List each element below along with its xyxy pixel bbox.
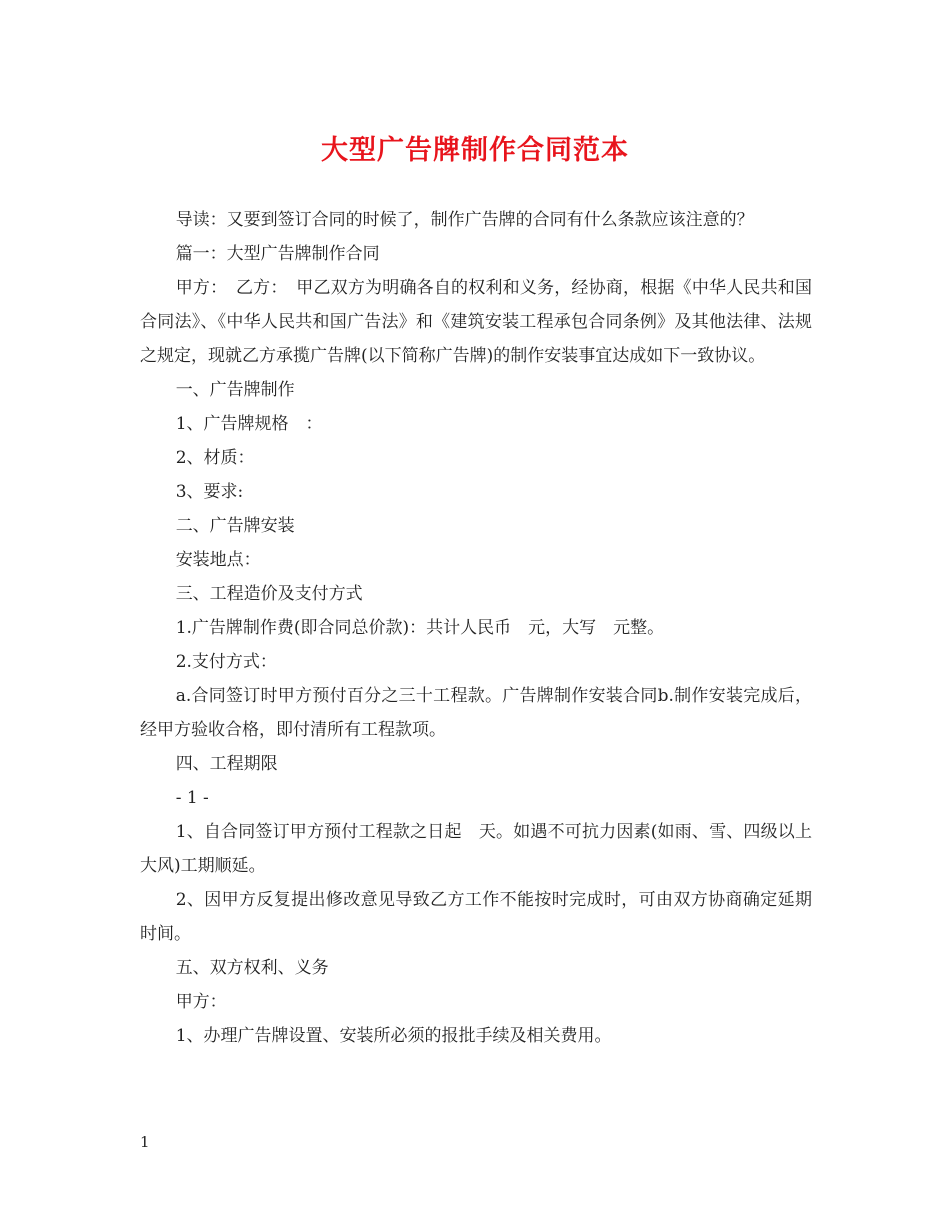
clause-payment-terms: a.合同签订时甲方预付百分之三十工程款。广告牌制作安装合同b.制作安装完成后，经甲方验收合格，即付清所有工程款项。 xyxy=(140,686,812,740)
parties-paragraph: 甲方： 乙方： 甲乙双方为明确各自的权利和义务，经协商，根据《中华人民共和国合同法》、《中华人民共和国广告法》和《建筑安装工程承包合同条例》及其他法律、法规之规定，现就乙方承揽广告牌(以下简称广告牌)的制作安装事宜达成如下一致协议。 xyxy=(140,278,812,366)
inline-page-marker: - 1 - xyxy=(175,788,209,808)
clause-spec: 1、广告牌规格 ： xyxy=(175,414,323,434)
party-a-label: 甲方： xyxy=(175,992,227,1012)
clause-requirement: 3、要求: xyxy=(175,482,244,502)
document-body xyxy=(140,203,812,1053)
clause-location: 安装地点： xyxy=(175,550,261,570)
clause-payment-method: 2.支付方式： xyxy=(175,652,277,672)
page-number: 1 xyxy=(140,1133,150,1151)
clause-period-start: 1、自合同签订甲方预付工程款之日起 天。如遇不可抗力因素(如雨、雪、四级以上大风)工期顺延。 xyxy=(140,822,812,876)
clause-material: 2、材质： xyxy=(175,448,255,468)
section-heading-cost: 三、工程造价及支付方式 xyxy=(175,584,363,604)
intro-paragraph: 导读：又要到签订合同的时候了，制作广告牌的合同有什么条款应该注意的？ xyxy=(175,210,754,230)
document-title: 大型广告牌制作合同范本 xyxy=(321,135,629,166)
clause-fee: 1.广告牌制作费(即合同总价款)：共计人民币 元，大写 元整。 xyxy=(175,618,665,638)
clause-party-a-duty: 1、办理广告牌设置、安装所必须的报批手续及相关费用。 xyxy=(175,1026,612,1046)
section-heading-production: 一、广告牌制作 xyxy=(175,380,295,400)
section-heading-installation: 二、广告牌安装 xyxy=(175,516,295,536)
section-heading-period: 四、工程期限 xyxy=(175,754,278,774)
clause-period-extension: 2、因甲方反复提出修改意见导致乙方工作不能按时完成时，可由双方协商确定延期时间。 xyxy=(140,890,812,944)
section-heading-rights: 五、双方权利、义务 xyxy=(175,958,329,978)
chapter-heading: 篇一：大型广告牌制作合同 xyxy=(175,244,380,264)
